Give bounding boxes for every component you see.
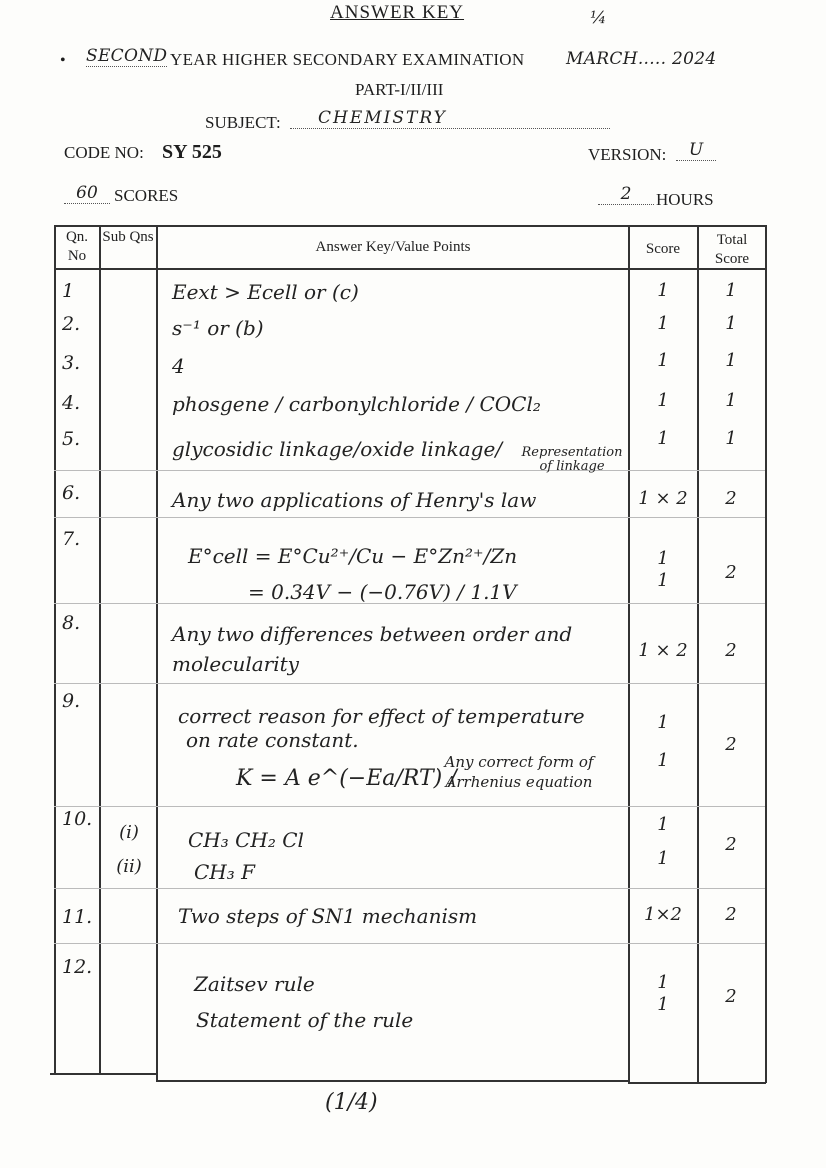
answer-text: Eext > Ecell or (c)	[172, 280, 359, 304]
total-score-value: 2	[725, 734, 737, 755]
scores-label: SCORES	[114, 186, 179, 205]
part-label: PART-I/II/III	[355, 80, 444, 99]
table-header-divider	[54, 268, 766, 270]
answer-text: correct reason for effect of temperature	[178, 704, 585, 728]
col-header-answer: Answer Key/Value Points	[315, 239, 471, 255]
answer-text-line-2: Statement of the rule	[196, 1008, 414, 1032]
exam-month-year: MARCH..... 2024	[566, 49, 717, 69]
total-score-value: 2	[725, 640, 737, 661]
total-score-value: 1	[725, 428, 737, 449]
exam-text: YEAR HIGHER SECONDARY EXAMINATION	[170, 50, 525, 69]
score-value-2: 1	[657, 750, 669, 771]
row-separator	[54, 806, 765, 807]
subject-value: CHEMISTRY	[290, 108, 610, 129]
score-value: 1	[657, 428, 669, 449]
question-number: 7.	[62, 528, 81, 550]
answer-text-line-2: = 0.34V − (−0.76V) / 1.1V	[248, 580, 517, 604]
total-score-value: 1	[725, 390, 737, 411]
answer-text: glycosidic linkage/oxide linkage/	[172, 437, 503, 461]
row-separator	[54, 470, 765, 471]
subject-label: SUBJECT:	[205, 113, 281, 132]
question-number: 4.	[62, 392, 81, 414]
question-number: 10.	[62, 808, 93, 830]
answer-text: Two steps of SN1 mechanism	[178, 904, 478, 928]
col-header-total: Total Score	[714, 232, 750, 267]
question-number: 12.	[62, 956, 93, 978]
table-col-line-6	[765, 225, 767, 1083]
score-value: 1	[657, 280, 669, 301]
score-value: 1	[657, 390, 669, 411]
answer-text-line-2: on rate constant.	[186, 728, 359, 752]
table-col-line-1	[54, 225, 56, 1073]
answer-text-line-2: CH₃ F	[194, 860, 255, 884]
row-separator	[54, 517, 765, 518]
answer-note: Representation of linkage	[521, 445, 623, 474]
col-header-qn: Qn. No	[65, 229, 89, 264]
score-value: 1	[657, 814, 669, 835]
answer-text: CH₃ CH₂ Cl	[188, 828, 304, 852]
version-label: VERSION:	[588, 145, 667, 164]
table-col-line-2	[99, 225, 101, 1075]
total-score-value: 1	[725, 280, 737, 301]
code-value: SY 525	[162, 141, 222, 163]
total-score-value: 2	[725, 488, 737, 509]
question-number: 2.	[62, 313, 81, 335]
score-value: 1	[657, 313, 669, 334]
total-score-value: 1	[725, 313, 737, 334]
sub-question-number: (i)	[119, 822, 139, 843]
score-value-2: 1	[657, 994, 669, 1015]
score-value: 1 × 2	[638, 640, 688, 661]
row-separator	[54, 683, 765, 684]
score-value-2: 1	[657, 570, 669, 591]
answer-text-line-3: K = A e^(−Ea/RT) /	[236, 766, 457, 791]
question-number: 8.	[62, 612, 81, 634]
total-score-value: 2	[725, 562, 737, 583]
answer-text: s⁻¹ or (b)	[172, 316, 264, 340]
answer-text: Zaitsev rule	[194, 972, 315, 996]
answer-text: phosgene / carbonylchloride / COCl₂	[172, 392, 541, 416]
question-number: 5.	[62, 428, 81, 450]
answer-text: 4	[172, 354, 185, 378]
question-number: 1	[62, 280, 75, 302]
scores-value: 60	[64, 183, 110, 204]
code-label: CODE NO:	[64, 143, 144, 162]
col-header-sub: Sub Qns	[102, 229, 154, 245]
score-value: 1	[657, 712, 669, 733]
table-border-bottom-mid	[156, 1080, 628, 1082]
score-value: 1 × 2	[638, 488, 688, 509]
table-border-top	[54, 225, 766, 227]
table-col-line-3	[156, 225, 158, 1081]
score-value: 1	[657, 548, 669, 569]
score-value: 1×2	[644, 904, 682, 925]
answer-text-line-2: molecularity	[172, 652, 299, 676]
version-value: U	[676, 140, 716, 161]
bullet-mark: •	[60, 52, 66, 69]
question-number: 11.	[62, 906, 93, 928]
row-separator	[54, 943, 765, 944]
question-number: 9.	[62, 690, 81, 712]
col-header-score: Score	[645, 241, 681, 257]
answer-note: Any correct form of Arrhenius equation	[444, 753, 594, 791]
total-score-value: 1	[725, 350, 737, 371]
answer-text: Any two differences between order and	[172, 622, 573, 646]
total-score-value: 2	[725, 834, 737, 855]
year-value: SECOND	[86, 46, 168, 66]
page-fraction-mark: ¼	[590, 8, 607, 28]
table-border-bottom-left	[50, 1073, 156, 1075]
question-number: 3.	[62, 352, 81, 374]
answer-text: Any two applications of Henry's law	[172, 488, 537, 512]
page-number: (1/4)	[325, 1090, 378, 1115]
question-number: 6.	[62, 482, 81, 504]
score-value: 1	[657, 972, 669, 993]
score-value: 1	[657, 350, 669, 371]
row-separator	[54, 888, 765, 889]
page-title: ANSWER KEY	[330, 2, 465, 23]
score-value-2: 1	[657, 848, 669, 869]
sub-question-number-2: (ii)	[116, 856, 142, 877]
answer-text: E°cell = E°Cu²⁺/Cu − E°Zn²⁺/Zn	[188, 544, 518, 568]
hours-label: HOURS	[656, 190, 714, 209]
hours-value: 2	[598, 184, 654, 205]
total-score-value: 2	[725, 904, 737, 925]
total-score-value: 2	[725, 986, 737, 1007]
